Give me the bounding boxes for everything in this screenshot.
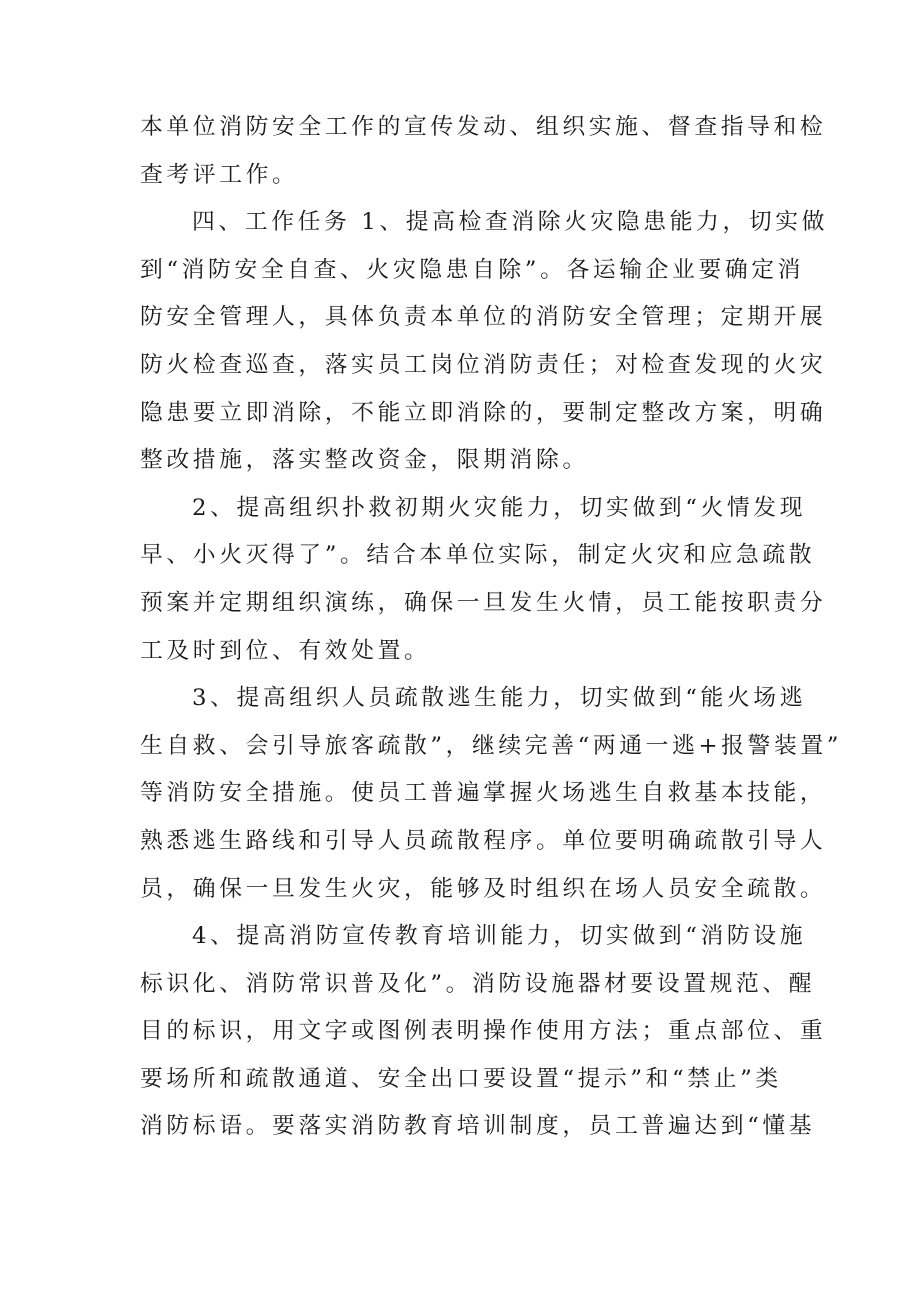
text-line: 隐患要立即消除，不能立即消除的，要制定整改方案，明确 xyxy=(140,399,827,426)
document-body xyxy=(140,104,842,1151)
text-line: 生自救、会引导旅客疏散”，继续完善“两通一逃+报警装置” xyxy=(140,732,842,759)
text-line: 消防标语。要落实消防教育培训制度，员工普遍达到“懂基 xyxy=(140,1113,816,1140)
text-line: 目的标识，用文字或图例表明操作使用方法；重点部位、重 xyxy=(140,1018,827,1045)
paragraph-first-line: 四、工作任务 1、提高检查消除火灾隐患能力，切实做 xyxy=(192,209,829,236)
text-line: 要场所和疏散通道、安全出口要设置“提示”和“禁止”类 xyxy=(140,1065,782,1092)
paragraph-first-line: 4、提高消防宣传教育培训能力，切实做到“消防设施 xyxy=(192,923,807,950)
text-line: 预案并定期组织演练，确保一旦发生火情，员工能按职责分 xyxy=(140,589,827,616)
paragraph-first-line: 2、提高组织扑救初期火灾能力，切实做到“火情发现 xyxy=(192,494,807,521)
text-line: 到“消防安全自查、火灾隐患自除”。各运输企业要确定消 xyxy=(140,256,805,283)
text-line: 员，确保一旦发生火灾，能够及时组织在场人员安全疏散。 xyxy=(140,875,827,902)
text-line: 防火检查巡查，落实员工岗位消防责任；对检查发现的火灾 xyxy=(140,351,827,378)
text-line: 早、小火灭得了”。结合本单位实际，制定火灾和应急疏散 xyxy=(140,542,816,569)
paragraph-first-line: 3、提高组织人员疏散逃生能力，切实做到“能火场逃 xyxy=(192,685,807,712)
text-line: 标识化、消防常识普及化”。消防设施器材要设置规范、醒 xyxy=(140,970,816,997)
text-line: 本单位消防安全工作的宣传发动、组织实施、督查指导和检 xyxy=(140,114,827,140)
text-line: 等消防安全措施。使员工普遍掌握火场逃生自救基本技能， xyxy=(140,780,827,807)
text-line: 查考评工作。 xyxy=(140,161,299,188)
text-line: 防安全管理人，具体负责本单位的消防安全管理；定期开展 xyxy=(140,304,827,331)
text-line: 熟悉逃生路线和引导人员疏散程序。单位要明确疏散引导人 xyxy=(140,827,827,854)
text-line: 工及时到位、有效处置。 xyxy=(140,637,431,664)
text-line: 整改措施，落实整改资金，限期消除。 xyxy=(140,447,589,474)
